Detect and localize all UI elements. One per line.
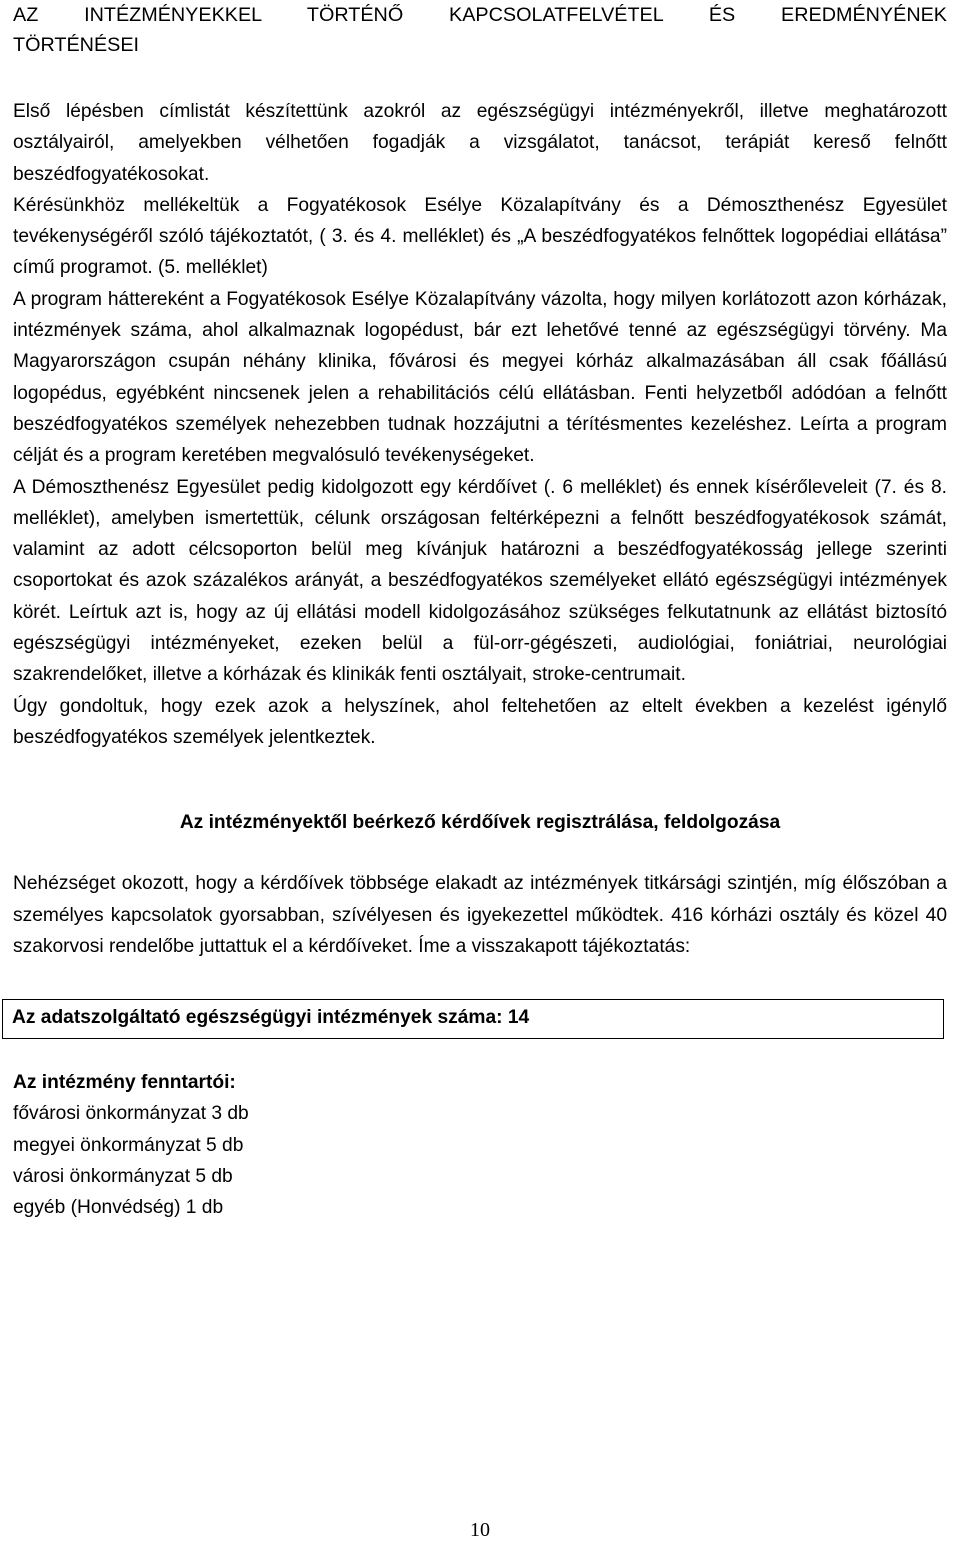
owners-list [13, 1067, 947, 1223]
owners-title: Az intézmény fenntartói: [13, 1072, 236, 1094]
owner-item: városi önkormányzat 5 db [13, 1166, 233, 1188]
paragraph-intro: Első lépésben címlistát készítettünk azokról az egészségügyi intézményekről, illetve meghatározott osztályairól, amelyekben vélhetően fogadják a vizsgálatot, tanácsot, terápiát kereső felnőtt beszédfogyatékosokat. [13, 101, 947, 185]
paragraph-program-background: A program háttereként a Fogyatékosok Esélye Közalapítvány vázolta, hogy milyen korlátozott azon kórházak, intézmények száma, ahol alkalmaznak logopédust, bár ezt lehetővé tenné az egészségügyi törvény. Ma Magyarországon csupán néhány klinika, fővárosi és megyei kórház alkalmazásában áll csak főállású logopédus, egyébként nincsenek jelen a rehabilitációs célú ellátásban. Fenti helyzetből adódóan a felnőtt beszédfogyatékos személyek nehezebben tudnak hozzájutni a térítésmentes kezeléshez. Leírta a program célját és a program keretében megvalósuló tevékenységeket. [13, 288, 947, 467]
section-title: Az intézményektől beérkező kérdőívek regisztrálása, feldolgozása [179, 812, 781, 834]
owner-item: megyei önkormányzat 5 db [13, 1134, 244, 1156]
paragraph-attachments: Kérésünkhöz mellékeltük a Fogyatékosok Esélye Közalapítvány és a Démoszthenész Egyesület tevékenységéről szóló tájékoztatót, ( 3. és 4. melléklet) és „A beszédfogyatékos felnőttek logopédiai ellátása” című programot. (5. melléklet) [13, 194, 947, 279]
paragraph-locations: Úgy gondoltuk, hogy ezek azok a helyszínek, ahol feltehetően az eltelt években a kezelést igénylő beszédfogyatékos személyek jelentkeztek. [13, 695, 947, 748]
paragraph-questionnaire: A Démoszthenész Egyesület pedig kidolgozott egy kérdőívet (. 6 melléklet) és ennek kísérőleveleit (7. és 8. melléklet), amelyben ismertettük, célunk országosan feltérképezni a felnőtt beszédfogyatékosok számát, valamint az adott célcsoporton belül meg kívánjuk határozni a beszédfogyatékosság jellege szerinti csoportokat és azok százalékos arányát, a beszédfogyatékos személyeket ellátó egészségügyi intézmények körét. Leírtuk azt is, hogy az új ellátási modell kidolgozásához szükséges felkutatnunk az ellátást biztosító egészségügyi intézményeket, ezeken belül a fül-orr-gégészeti, audiológiai, foniátriai, neurológiai szakrendelőket, illetve a kórházak és klinikák fenti osztályait, stroke-centrumait. [13, 476, 947, 686]
summary-box [2, 999, 944, 1039]
heading-line-2: TÖRTÉNÉSEI [13, 34, 140, 56]
owner-item: fővárosi önkormányzat 3 db [13, 1103, 249, 1125]
owner-item: egyéb (Honvédség) 1 db [13, 1197, 224, 1219]
summary-box-text: Az adatszolgáltató egészségügyi intézmények száma: 14 [12, 1007, 530, 1029]
heading-line-1: AZ INTÉZMÉNYEKKEL TÖRTÉNŐ KAPCSOLATFELVÉTEL ÉS EREDMÉNYÉNEK [13, 4, 947, 26]
page-number: 10 [470, 1519, 490, 1541]
document-heading [13, 0, 947, 60]
document-page [13, 0, 947, 1224]
paragraph-difficulties: Nehézséget okozott, hogy a kérdőívek többsége elakadt az intézmények titkársági szintjén, míg élőszóban a személyes kapcsolatok gyorsabban, szívélyesen és igyekezettel működtek. 416 kórházi osztály és közel 40 szakorvosi rendelőbe juttattuk el a kérdőíveket. Íme a visszakapott tájékoztatás: [13, 873, 947, 957]
